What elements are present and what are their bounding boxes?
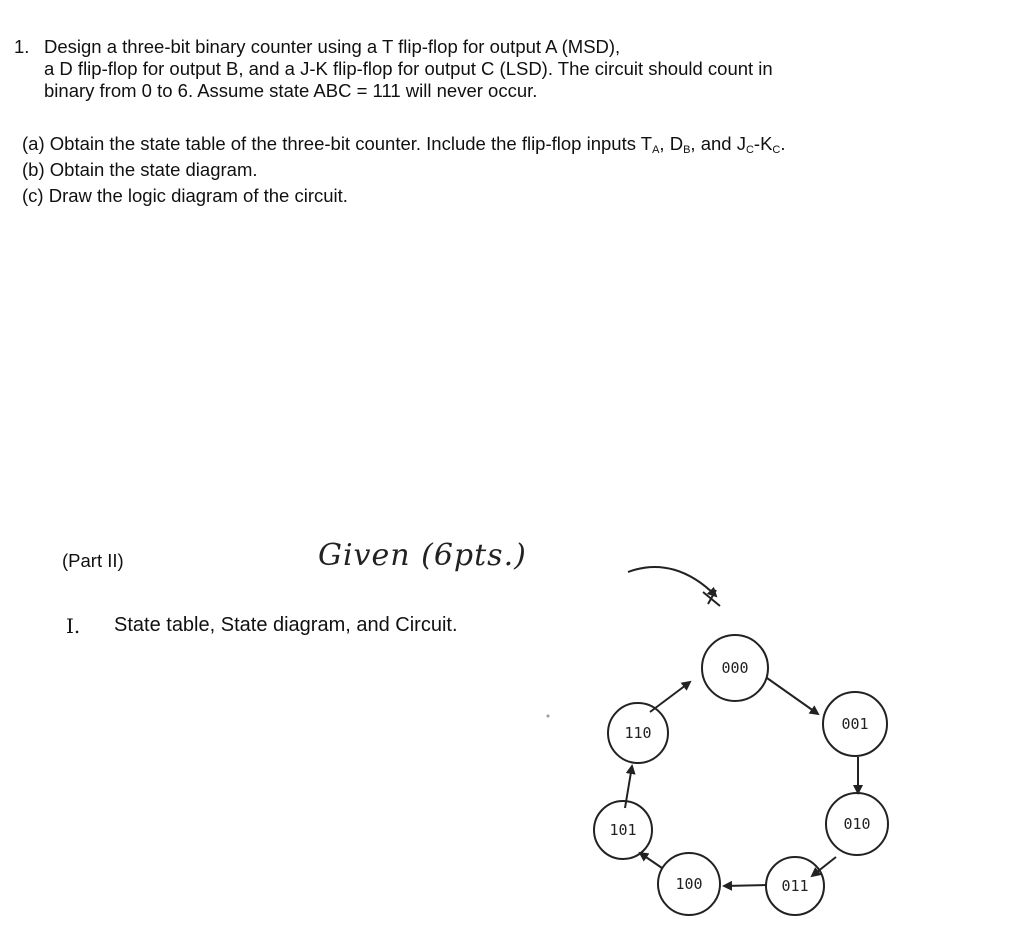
part-a-end: . <box>780 133 786 154</box>
state-node-001 <box>823 692 887 756</box>
state-label-001: 001 <box>841 715 869 733</box>
state-node-011 <box>766 857 824 915</box>
part-a: (a) Obtain the state table of the three-bit counter. Include the flip-flop inputs $T_A$, $D_B$, and $J_C-K_C$. <box>22 133 786 156</box>
problem-line-3: binary from 0 to 6. Assume state ABC = 111 will never occur. <box>44 80 538 101</box>
state-node-110 <box>608 703 668 763</box>
state-node-100 <box>658 853 720 915</box>
state-node-101 <box>594 801 652 859</box>
note-arrow <box>628 567 716 596</box>
transition-110-000 <box>650 682 690 712</box>
part-b-marker: (b) <box>22 159 45 180</box>
handwritten-note: Given (6pts.) <box>318 538 527 573</box>
part-b-text: Obtain the state diagram. <box>49 159 258 180</box>
d-input: D <box>669 133 684 154</box>
d-subscript: B <box>683 144 691 156</box>
and-j-input: and J <box>700 133 746 154</box>
problem-line-1: Design a three-bit binary counter using a T flip-flop for output A (MSD), <box>44 36 621 57</box>
transition-011-100 <box>724 885 767 886</box>
part-c-text: Draw the logic diagram of the circuit. <box>48 185 348 206</box>
problem-number: 1. <box>14 36 30 57</box>
state-label-110: 110 <box>624 724 652 742</box>
state-label-000: 000 <box>721 659 749 677</box>
k-subscript: C <box>772 144 781 156</box>
part-a-text: Obtain the state table of the three-bit counter. Include the flip-flop inputs T <box>49 133 653 154</box>
item-number: I. <box>66 614 81 638</box>
transition-100-101 <box>640 853 662 868</box>
j-subscript: C <box>745 144 754 156</box>
state-node-010 <box>826 793 888 855</box>
part-c-marker: (c) <box>22 185 44 206</box>
part2-heading: (Part II) <box>62 550 124 571</box>
problem-line-2: a D flip-flop for output B, and a J-K flip-flop for output C (LSD). The circuit should count in <box>44 58 773 79</box>
transition-000-001 <box>767 678 818 714</box>
stray-dot <box>547 715 550 718</box>
state-label-011: 011 <box>781 877 809 895</box>
state-label-010: 010 <box>843 815 871 833</box>
state-node-000 <box>702 635 768 701</box>
part-a-marker: (a) <box>22 133 45 154</box>
state-label-101: 101 <box>609 821 637 839</box>
k-input: -K <box>753 133 773 154</box>
state-label-100: 100 <box>675 875 703 893</box>
item-text: State table, State diagram, and Circuit. <box>114 614 458 636</box>
t-subscript: A <box>652 144 660 156</box>
